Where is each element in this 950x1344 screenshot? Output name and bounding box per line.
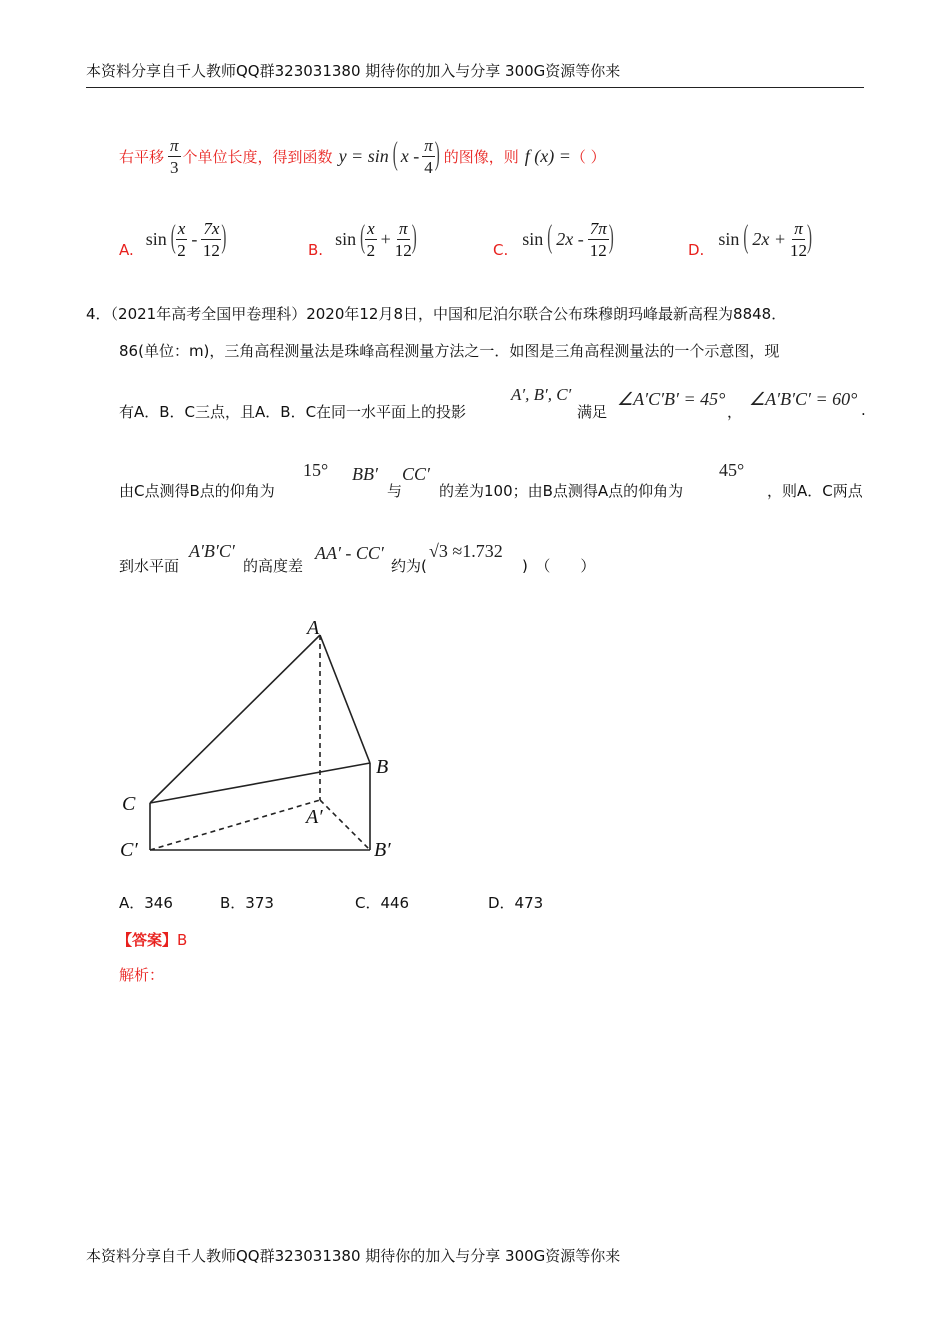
q4-diff: AA′ - CC′	[315, 543, 384, 563]
triangulation-figure	[110, 610, 410, 870]
page-footer: 本资料分享自千人教师QQ群323031380 期待你的加入与分享 300G资源等你来	[86, 1247, 621, 1265]
label-a-prime: A′	[306, 806, 323, 828]
label-b-prime: B′	[374, 839, 391, 861]
edge-cp-ap-dashed	[150, 800, 320, 850]
q3-stem: 右平移 $\frac{\pi}{3}$ 个单位长度，得到函数 y = sin ( x - $\frac{\pi}{4}$ ) 的图像，则 f (x) = （ ）	[119, 135, 606, 177]
header-rule	[86, 87, 864, 88]
q3-part2: 个单位长度，得到函数	[182, 147, 333, 166]
q3-func-arg: x -	[400, 145, 420, 166]
q4-choice-d[interactable]: D．473	[488, 894, 544, 912]
q4-projections: A′, B′, C′	[511, 385, 572, 404]
q4-choice-b[interactable]: B．373	[220, 894, 274, 912]
answer-label: 【答案】	[117, 931, 178, 949]
q3-option-c[interactable]: C. sin ( 2x - $\frac{7\pi}{12}$ )	[493, 218, 614, 260]
q3-part3: 的图像，则	[443, 147, 519, 166]
q4-analysis: 解析：	[119, 966, 165, 984]
q4-choice-a[interactable]: A．346	[119, 894, 173, 912]
q3-option-a[interactable]: A. sin ( $\frac{x}{2}$ - $\frac{7x}{12}$ )	[119, 218, 227, 260]
edge-ap-bp-dashed	[320, 800, 370, 850]
q4-line3: 有A．B．C三点，且A．B．C在同一水平面上的投影 A′, B′, C′ 满足 ∠A′C′B′ = 45° ， ∠A′B′C′ = 60° .	[119, 385, 866, 421]
edge-c-b	[150, 763, 370, 803]
q3-func-fraction: $\frac{\pi}{4}$	[424, 135, 433, 177]
q3-blank: （ ）	[570, 147, 606, 166]
q3-fx: f (x) =	[524, 145, 571, 166]
q4-line2: 86(单位：m)，三角高程测量法是珠峰高程测量方法之一．如图是三角高程测量法的一个示意图，现	[119, 342, 780, 360]
q3-option-b[interactable]: B. sin ( $\frac{x}{2}$ + $\frac{\pi}{12}$ )	[308, 218, 417, 260]
q4-plane: A′B′C′	[189, 541, 235, 561]
edge-a-c	[150, 635, 320, 803]
q4-bb: BB′	[352, 464, 378, 484]
q3-shift-fraction: $\frac{\pi}{3}$	[170, 135, 179, 177]
q4-angle2: ∠A′B′C′ = 60°	[749, 389, 858, 409]
label-a: A	[307, 617, 320, 639]
q4-line5: 到水平面 A′B′C′ 的高度差 AA′ - CC′ 约为( √3 ≈1.732 ) （ ）	[119, 541, 596, 575]
label-c-prime: C′	[120, 839, 138, 861]
q4-line4: 由C点测得B点的仰角为 15° BB′ 与 CC′ 的差为100；由B点测得A点的仰角为 45° ，则A．C两点	[119, 460, 863, 500]
q3-option-d[interactable]: D. sin ( 2x + $\frac{\pi}{12}$ )	[688, 218, 812, 260]
q4-choice-c[interactable]: C．446	[355, 894, 410, 912]
q4-angle1: ∠A′C′B′ = 45°	[617, 389, 726, 409]
edge-a-b	[320, 635, 370, 763]
q3-func-lhs: y = sin	[338, 145, 389, 166]
q4-angle45: 45°	[719, 460, 745, 480]
q4-sqrt: √3 ≈1.732	[429, 541, 503, 561]
answer-value: B	[177, 931, 188, 949]
q4-cc: CC′	[402, 464, 430, 484]
q4-answer	[117, 929, 187, 950]
page-header: 本资料分享自千人教师QQ群323031380 期待你的加入与分享 300G资源等你来	[86, 62, 621, 80]
label-b: B	[376, 756, 389, 778]
q4-angle15: 15°	[303, 460, 329, 480]
q4-line1: 4．（2021年高考全国甲卷理科）2020年12月8日，中国和尼泊尔联合公布珠穆朗玛峰最新高程为8848．	[86, 305, 787, 323]
q3-part1: 右平移	[119, 147, 165, 166]
label-c: C	[122, 793, 136, 815]
